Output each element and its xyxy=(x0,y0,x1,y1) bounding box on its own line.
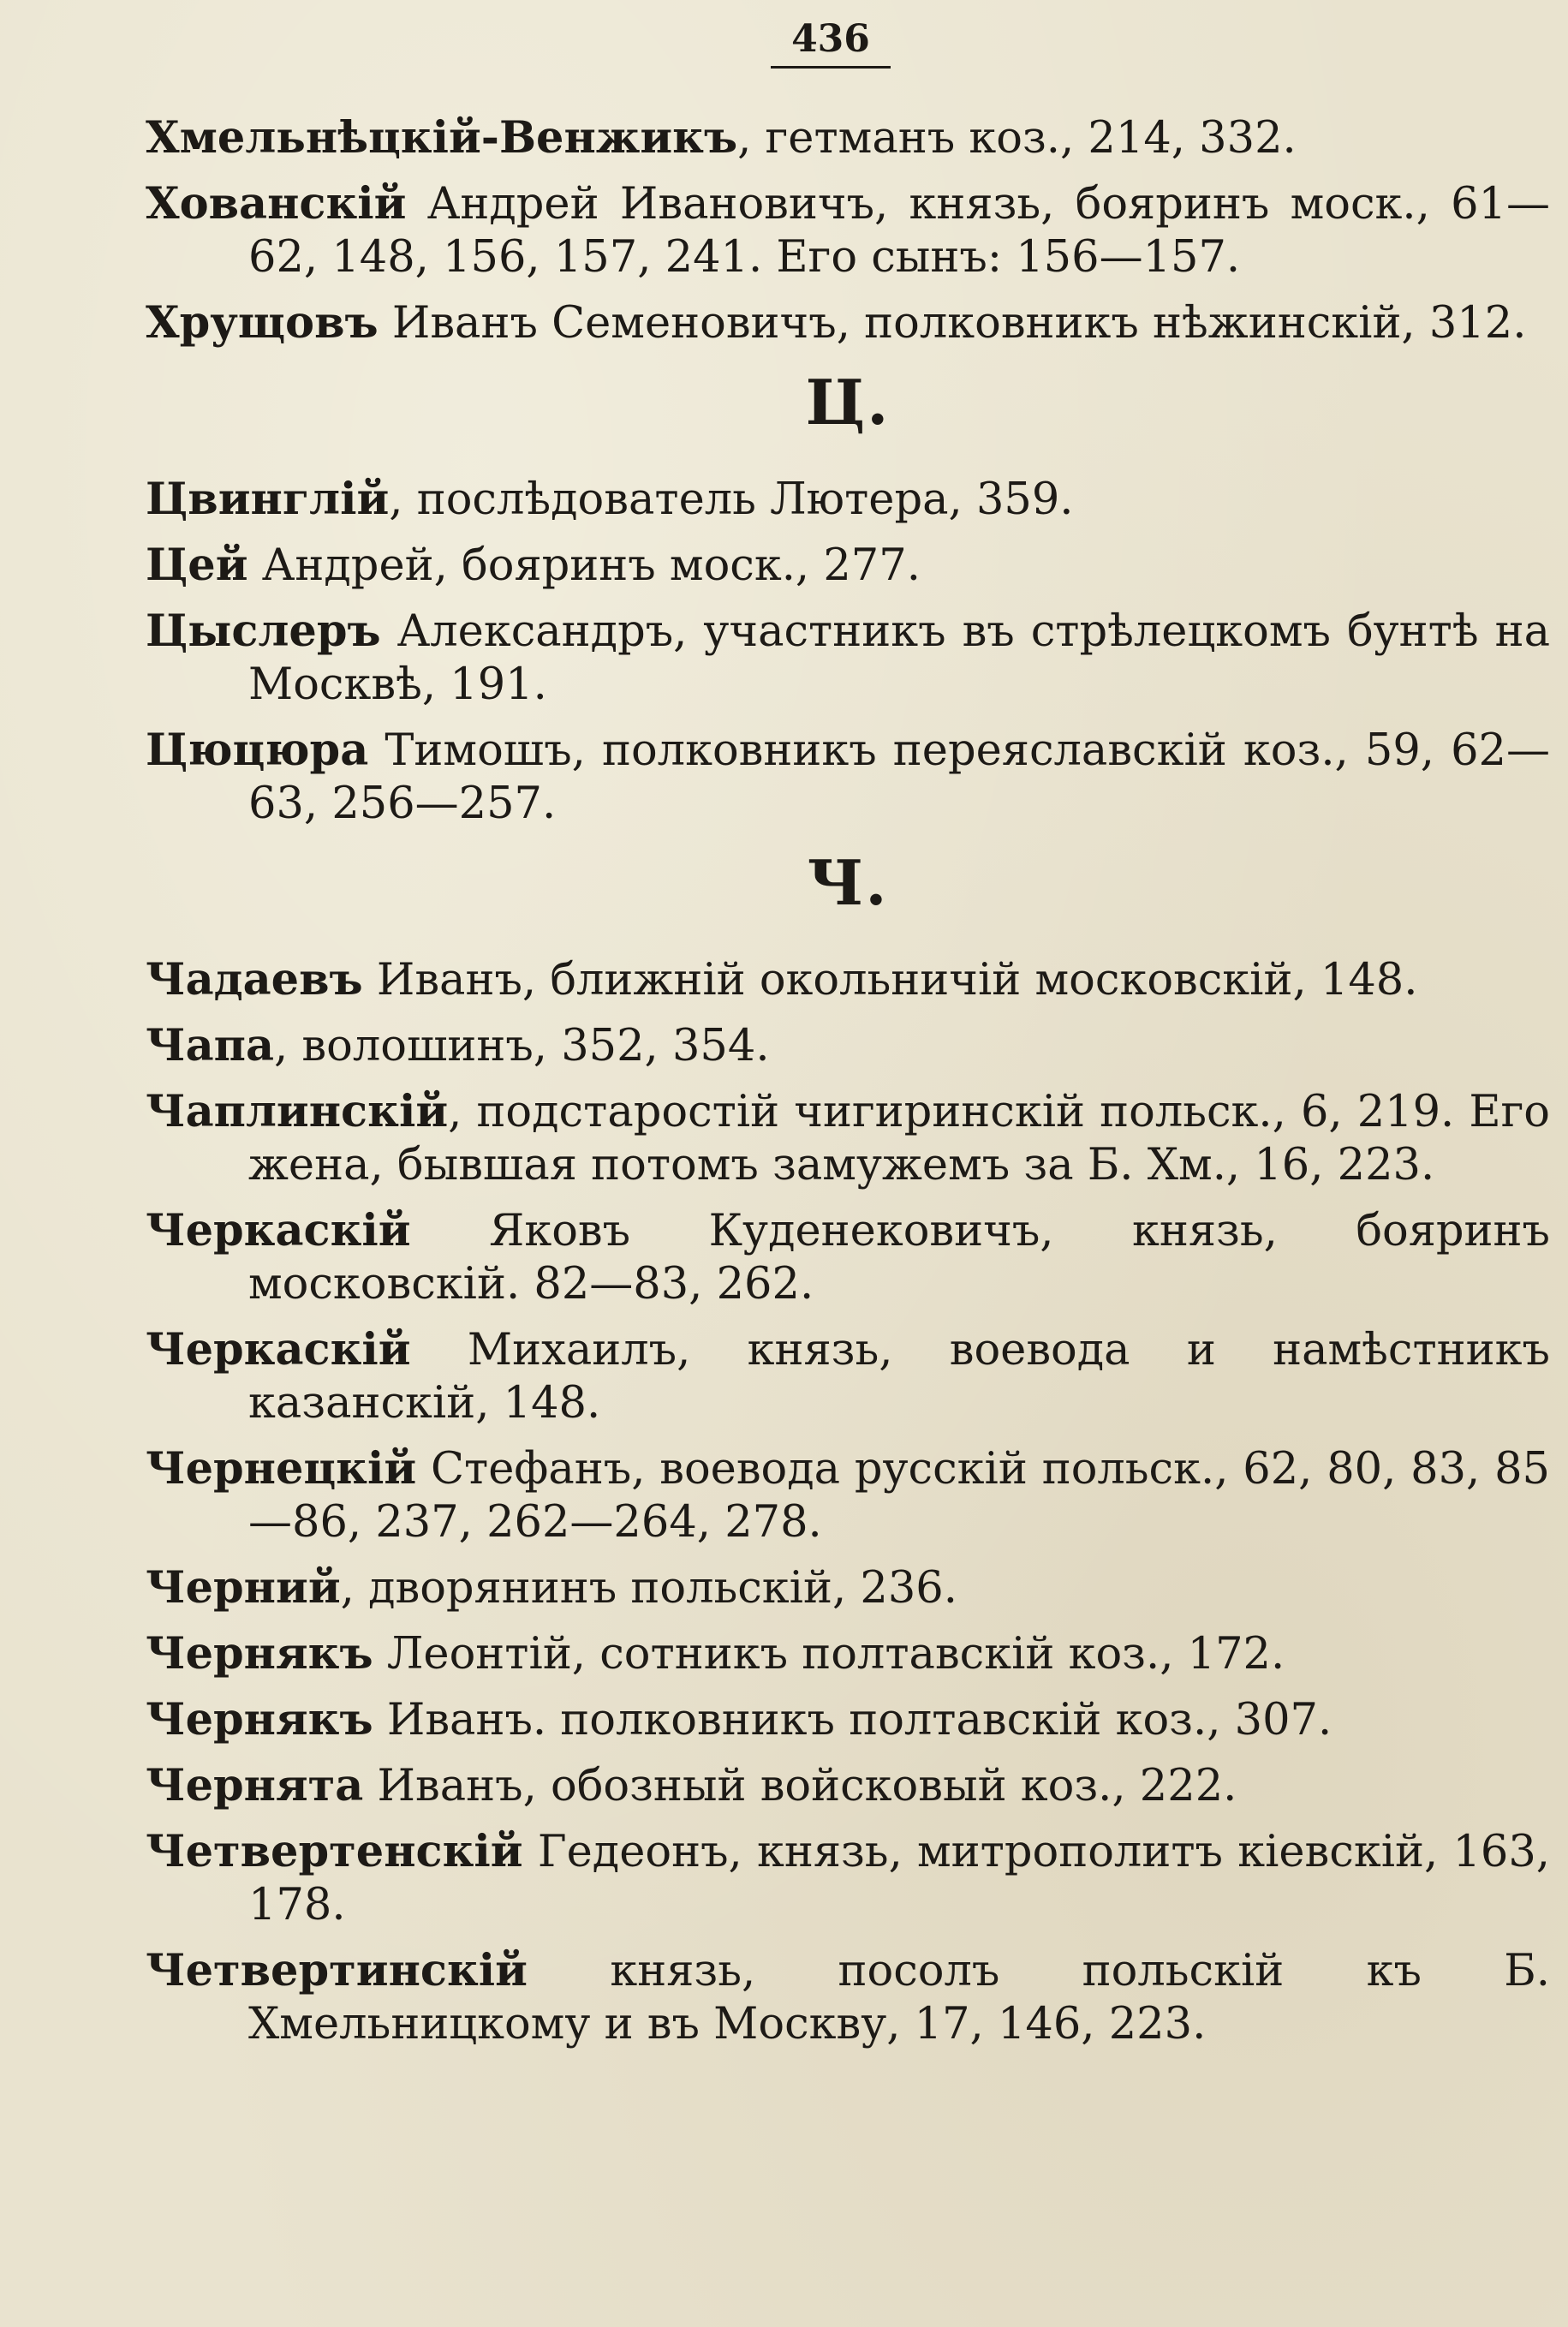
entry-details: Александръ, участникъ въ стрѣлецкомъ бунтѣ на Москвѣ, 191. xyxy=(248,606,1550,710)
index-entry xyxy=(146,1561,1550,1615)
entry-details: Леонтій, сотникъ полтавскій коз., 172. xyxy=(373,1629,1285,1680)
entry-name: Чапа xyxy=(146,1020,274,1071)
entry-details: , дворянинъ польскій, 236. xyxy=(340,1563,957,1614)
entry-name: Хованскій xyxy=(146,178,407,230)
entry-details: Стефанъ, воевода русскій польск., 62, 80, 83, 85—86, 237, 262—264, 278. xyxy=(248,1444,1550,1548)
entry-name: Черкаскій xyxy=(146,1205,411,1256)
index-entry xyxy=(146,111,1550,165)
section-heading: Ч. xyxy=(807,846,889,919)
index-entry xyxy=(146,1019,1550,1073)
index-entry xyxy=(146,1825,1550,1932)
entry-name: Цей xyxy=(146,540,248,591)
entry-details: Яковъ Куденековичъ, князь, бояринъ московскій. 82—83, 262. xyxy=(248,1206,1550,1310)
entry-details: , гетманъ коз., 214, 332. xyxy=(737,113,1297,164)
index-entries xyxy=(146,111,1550,2063)
index-entry xyxy=(146,1442,1550,1549)
entry-details: Андрей, бояринъ моск., 277. xyxy=(247,540,921,591)
entry-name: Чадаевъ xyxy=(146,954,363,1005)
index-entry xyxy=(146,605,1550,712)
entry-name: Чернякъ xyxy=(146,1628,373,1680)
index-entry xyxy=(146,1204,1550,1311)
entry-details: Михаилъ, князь, воевода и намѣстникъ казанскій, 148. xyxy=(248,1325,1550,1429)
index-entry xyxy=(146,177,1550,284)
index-entry xyxy=(146,296,1550,350)
entry-details: , волошинъ, 352, 354. xyxy=(274,1021,770,1071)
index-entry xyxy=(146,539,1550,593)
entry-name: Черкаскій xyxy=(146,1324,411,1375)
index-entry xyxy=(146,1944,1550,2051)
index-entry xyxy=(146,953,1550,1007)
entry-details: Гедеонъ, князь, митрополитъ кіевскій, 163, 178. xyxy=(248,1827,1550,1930)
entry-name: Цвинглій xyxy=(146,474,390,525)
entry-details: Андрей Ивановичъ, князь, бояринъ моск., 61—62, 148, 156, 157, 241. Его сынъ: 156—157. xyxy=(248,179,1550,283)
index-entry xyxy=(146,1085,1550,1192)
entry-name: Чернята xyxy=(146,1760,364,1811)
page-number: 436 xyxy=(771,17,891,69)
entry-name: Хмельнѣцкій-Венжикъ xyxy=(146,112,738,164)
entry-name: Черний xyxy=(146,1562,341,1614)
entry-name: Чернякъ xyxy=(146,1694,373,1745)
entry-details: , подстаростій чигиринскій польск., 6, 219. Его жена, бывшая потомъ замужемъ за Б. Хм., 16, 223. xyxy=(248,1087,1550,1190)
section-tse xyxy=(146,366,1550,831)
section-heading: Ц. xyxy=(805,366,891,439)
entry-name: Хрущовъ xyxy=(146,297,379,349)
index-entry xyxy=(146,724,1550,831)
index-entry xyxy=(146,1693,1550,1747)
entry-name: Чернецкій xyxy=(146,1443,417,1495)
index-entry xyxy=(146,1759,1550,1813)
entry-details: Тимошъ, полковникъ переяславскій коз., 59, 62—63, 256—257. xyxy=(248,725,1550,829)
entry-name: Четвертинскій xyxy=(146,1945,528,1996)
entry-details: , послѣдователь Лютера, 359. xyxy=(389,474,1074,525)
entry-details: Иванъ Семеновичъ, полковникъ нѣжинскій, 312. xyxy=(378,298,1527,349)
entry-name: Цюцюра xyxy=(146,725,369,776)
section-kha xyxy=(146,111,1550,350)
index-entry xyxy=(146,473,1550,527)
entry-name: Цыслеръ xyxy=(146,606,381,657)
entry-details: князь, посолъ польскій къ Б. Хмельницкому и въ Москву, 17, 146, 223. xyxy=(248,1946,1550,2050)
index-entry xyxy=(146,1627,1550,1681)
entry-details: Иванъ, ближній окольничій московскій, 148. xyxy=(362,955,1418,1005)
section-che xyxy=(146,846,1550,2051)
index-entry xyxy=(146,1323,1550,1430)
entry-details: Иванъ. полковникъ полтавскій коз., 307. xyxy=(373,1695,1333,1745)
entry-name: Чаплинскій xyxy=(146,1086,449,1137)
entry-details: Иванъ, обозный войсковый коз., 222. xyxy=(363,1761,1237,1811)
entry-name: Четвертенскій xyxy=(146,1826,523,1877)
